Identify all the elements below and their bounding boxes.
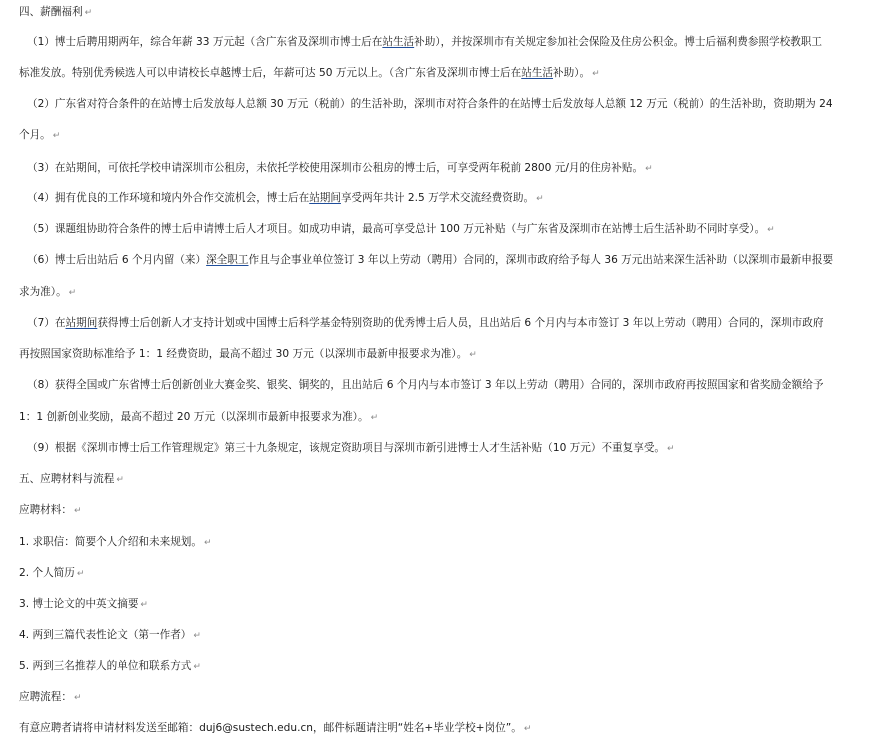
benefit-item-7-line-2: 再按照国家资助标准给予 1：1 经费资助，最高不超过 30 万元（以深圳市最新申报要求为准）。 ↵	[19, 348, 477, 360]
benefit-item-8-line-1: （8）获得全国或广东省博士后创新创业大赛金奖、银奖、铜奖的，且出站后 6 个月内与本市签订 3 年以上劳动（聘用）合同的，深圳市政府再按照国家和省奖励金额给予	[27, 379, 824, 391]
material-item-3: 3. 博士论文的中英文摘要 ↵	[19, 598, 148, 610]
benefit-item-6-line-2: 求为准）。 ↵	[19, 286, 77, 298]
paragraph-mark-icon: ↵	[203, 538, 212, 548]
benefit-item-8-line-2: 1：1 创新创业奖励，最高不超过 20 万元（以深圳市最新申报要求为准）。 ↵	[19, 411, 379, 423]
paragraph-mark-icon: ↵	[68, 288, 77, 298]
paragraph-mark-icon: ↵	[645, 164, 653, 174]
material-item-1: 1. 求职信：简要个人介绍和未来规划。 ↵	[19, 536, 212, 548]
benefit-item-5: （5）课题组协助符合条件的博士后申请博士后人才项目。如成功申请，最高可享受总计 100 万元补贴（与广东省及深圳市在站博士后生活补助不同时享受）。 ↵	[27, 223, 775, 235]
section-5-heading: 五、应聘材料与流程 ↵	[19, 473, 124, 485]
paragraph-mark-icon: ↵	[667, 444, 675, 454]
material-item-4: 4. 两到三篇代表性论文（第一作者） ↵	[19, 629, 201, 641]
section-4-heading: 四、薪酬福利 ↵	[19, 6, 93, 18]
benefit-item-2-line-1: （2）广东省对符合条件的在站博士后发放每人总额 30 万元（税前）的生活补助，深圳市对符合条件的在站博士后发放每人总额 12 万元（税前）的生活补助，资助期为 24	[27, 98, 833, 110]
paragraph-mark-icon: ↵	[469, 350, 477, 360]
benefit-item-4: （4）拥有优良的工作环境和境内外合作交流机会，博士后在站期间享受两年共计 2.5 万学术交流经费资助。 ↵	[27, 192, 544, 204]
paragraph-mark-icon: ↵	[116, 475, 124, 485]
paragraph-mark-icon: ↵	[73, 693, 82, 703]
paragraph-mark-icon: ↵	[140, 600, 148, 610]
material-item-5: 5. 两到三名推荐人的单位和联系方式 ↵	[19, 660, 201, 672]
paragraph-mark-icon: ↵	[84, 8, 93, 18]
benefit-item-6-line-1: （6）博士后出站后 6 个月内留（来）深全职工作且与企事业单位签订 3 年以上劳动（聘用）合同的，深圳市政府给予每人 36 万元出站来深生活补助（以深圳市最新申报要	[27, 254, 834, 266]
process-label: 应聘流程： ↵	[19, 691, 82, 703]
paragraph-mark-icon: ↵	[536, 194, 544, 204]
paragraph-mark-icon: ↵	[193, 631, 201, 641]
benefit-item-3: （3）在站期间，可依托学校申请深圳市公租房，未依托学校使用深圳市公租房的博士后，可享受两年税前 2800 元/月的住房补贴。 ↵	[27, 162, 653, 174]
materials-label: 应聘材料： ↵	[19, 504, 82, 516]
benefit-item-1-line-1: （1）博士后聘用期两年，综合年薪 33 万元起（含广东省及深圳市博士后在站生活补助），并按深圳市有关规定参加社会保险及住房公积金。博士后福利费参照学校教职工	[27, 36, 822, 48]
process-text: 有意应聘者请将申请材料发送至邮箱：duj6@sustech.edu.cn，邮件标题请注明“姓名+毕业学校+岗位”。 ↵	[19, 722, 532, 734]
paragraph-mark-icon: ↵	[193, 662, 201, 672]
benefit-item-1-line-2: 标准发放。特别优秀候选人可以申请校长卓越博士后，年薪可达 50 万元以上。（含广东省及深圳市博士后在站生活补助）。 ↵	[19, 67, 600, 79]
paragraph-mark-icon: ↵	[52, 131, 61, 141]
paragraph-mark-icon: ↵	[523, 724, 532, 734]
benefit-item-2-line-2: 个月。 ↵	[19, 129, 61, 141]
paragraph-mark-icon: ↵	[76, 569, 85, 579]
paragraph-mark-icon: ↵	[767, 225, 775, 235]
paragraph-mark-icon: ↵	[73, 506, 82, 516]
paragraph-mark-icon: ↵	[370, 413, 379, 423]
benefit-item-9: （9）根据《深圳市博士后工作管理规定》第三十九条规定，该规定资助项目与深圳市新引进博士人才生活补贴（10 万元）不重复享受。 ↵	[27, 442, 675, 454]
benefit-item-7-line-1: （7）在站期间获得博士后创新人才支持计划或中国博士后科学基金特别资助的优秀博士后人员，且出站后 6 个月内与本市签订 3 年以上劳动（聘用）合同的，深圳市政府	[27, 317, 824, 329]
material-item-2: 2. 个人简历 ↵	[19, 567, 85, 579]
paragraph-mark-icon: ↵	[592, 69, 600, 79]
